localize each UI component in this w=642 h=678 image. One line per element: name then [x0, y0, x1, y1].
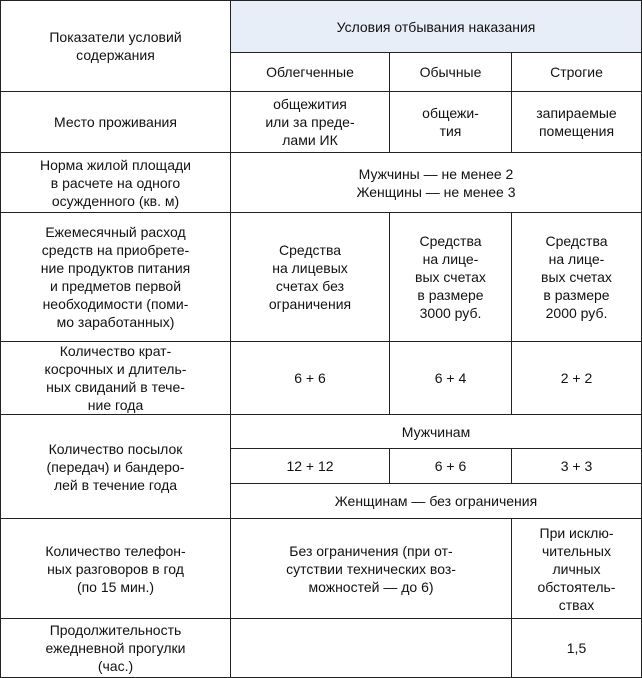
monthly-spending-label: Ежемесячный расход средств на приобрете- ние продуктов питания и предметов первой необходимости (поми- мо заработанных) — [1, 213, 231, 342]
residence-normal: общежи- тия — [390, 92, 512, 153]
parcels-label: Количество посылок (передач) и бандеро- лей в течение года — [1, 415, 231, 519]
phone-calls-light-normal: Без ограничения (при от- сутствии технических воз- можностей — до 6) — [231, 519, 512, 619]
visits-light: 6 + 6 — [231, 342, 390, 415]
parcels-women: Женщинам — без ограничения — [231, 484, 642, 519]
living-space-value: Мужчины — не менее 2 Женщины — не менее 3 — [231, 153, 642, 213]
visits-normal: 6 + 4 — [390, 342, 512, 415]
parcels-normal: 6 + 6 — [390, 449, 512, 484]
parcels-men: Мужчинам — [231, 415, 642, 449]
walk-light-normal — [231, 619, 512, 678]
monthly-spending-normal: Средства на лице- вых счетах в размере 3000 руб. — [390, 213, 512, 342]
visits-label: Количество крат- косрочных и длитель- ных свиданий в тече- ние года — [1, 342, 231, 415]
living-space-label: Норма жилой площади в расчете на одного осужденного (кв. м) — [1, 153, 231, 213]
walk-strict: 1,5 — [512, 619, 642, 678]
walk-label: Продолжительность ежедневной прогулки (час.) — [1, 619, 231, 678]
header-strict: Строгие — [512, 53, 642, 92]
header-light: Облегченные — [231, 53, 390, 92]
monthly-spending-strict: Средства на лице- вых счетах в размере 2000 руб. — [512, 213, 642, 342]
phone-calls-strict: При исклю- чительных личных обстоятель- ствах — [512, 519, 642, 619]
header-conditions: Условия отбывания наказания — [231, 1, 642, 53]
monthly-spending-light: Средства на лицевых счетах без ограничения — [231, 213, 390, 342]
header-normal: Обычные — [390, 53, 512, 92]
visits-strict: 2 + 2 — [512, 342, 642, 415]
residence-label: Место проживания — [1, 92, 231, 153]
phone-calls-label: Количество телефон- ных разговоров в год (по 15 мин.) — [1, 519, 231, 619]
residence-light: общежития или за преде- лами ИК — [231, 92, 390, 153]
parcels-strict: 3 + 3 — [512, 449, 642, 484]
residence-strict: запираемые помещения — [512, 92, 642, 153]
header-indicators: Показатели условий содержания — [1, 1, 231, 92]
parcels-light: 12 + 12 — [231, 449, 390, 484]
